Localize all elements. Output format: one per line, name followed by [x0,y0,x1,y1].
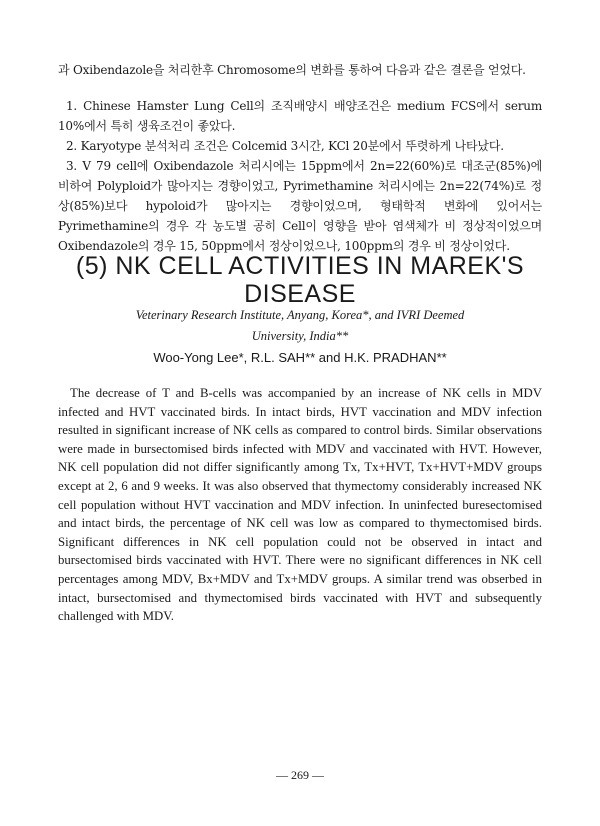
conclusion-item-3: 3. V 79 cell에 Oxibendazole 처리시에는 15ppm에서 2n=22(60%)로 대조군(85%)에 비하여 Polyploid가 많아지는 경향이었고, Pyrimethamine 처리시에는 2n=22(74%)로 정상(85%)보다 hypoloid가 많아지는 경향이었으며, 형태학적 변화에 있어서는 Pyrimethamine의 경우 각 농도별 공히 Cell이 영향을 받아 염색체가 비 정상적이었으며 Oxibendazole의 경우 15, 50ppm에서 정상이었으나, 100ppm의 경우 비 정상이었다. [58,159,542,253]
conclusion-item-2: 2. Karyotype 분석처리 조건은 Colcemid 3시간, KCl 20분에서 뚜렷하게 나타났다. [66,139,504,153]
korean-intro-line: 과 Oxibendazole을 처리한후 Chromosome의 변화를 통하여 다음과 같은 결론을 얻었다. [58,63,526,77]
article-title: (5) NK CELL ACTIVITIES IN MAREK'S DISEASE [75,252,525,308]
abstract-paragraph: The decrease of T and B-cells was accompanied by an increase of NK cells in MDV infected and HVT vaccinated birds. In intact birds, HVT vaccination and MDV infection resulted in significant increase of NK cells as compared to control birds. Similar observations were made in bursectomised birds infected with MDV and vaccinated with HVT. However, NK cell population did not differ significantly among Tx, Tx+HVT, Tx+HVT+MDV groups except at 2, 6 and 9 weeks. It was also observed that thymectomy considerably increased NK cell population without HVT vaccination and MDV infection. In uninfected buresectomised and intact birds, the percentage of NK cell was low as compared to thymectomised birds. Significant differences in NK cell population could not be observed in intact and bursectomised birds vaccinated with HVT. There were no significant differences in NK cell percentages among MDV, Bx+MDV and Tx+MDV groups. A similar trend was obserbed in intact, bursectomised and thymectomised birds vaccinated with HVT and subsequently challenged with MDV. [58,386,542,624]
korean-conclusions [58,96,542,256]
affiliation-line-2: University, India** [251,329,349,343]
conclusion-item-1: 1. Chinese Hamster Lung Cell의 조직배양시 배양조건은 medium FCS에서 serum 10%에서 특히 생육조건이 좋았다. [58,99,542,133]
korean-section [58,60,542,80]
affiliation-line-1: Veterinary Research Institute, Anyang, Korea*, and IVRI Deemed [135,308,465,322]
affiliation [60,305,540,347]
page-number: — 269 — [276,768,324,782]
author-list: Woo-Yong Lee*, R.L. SAH** and H.K. PRADHAN** [153,350,447,365]
